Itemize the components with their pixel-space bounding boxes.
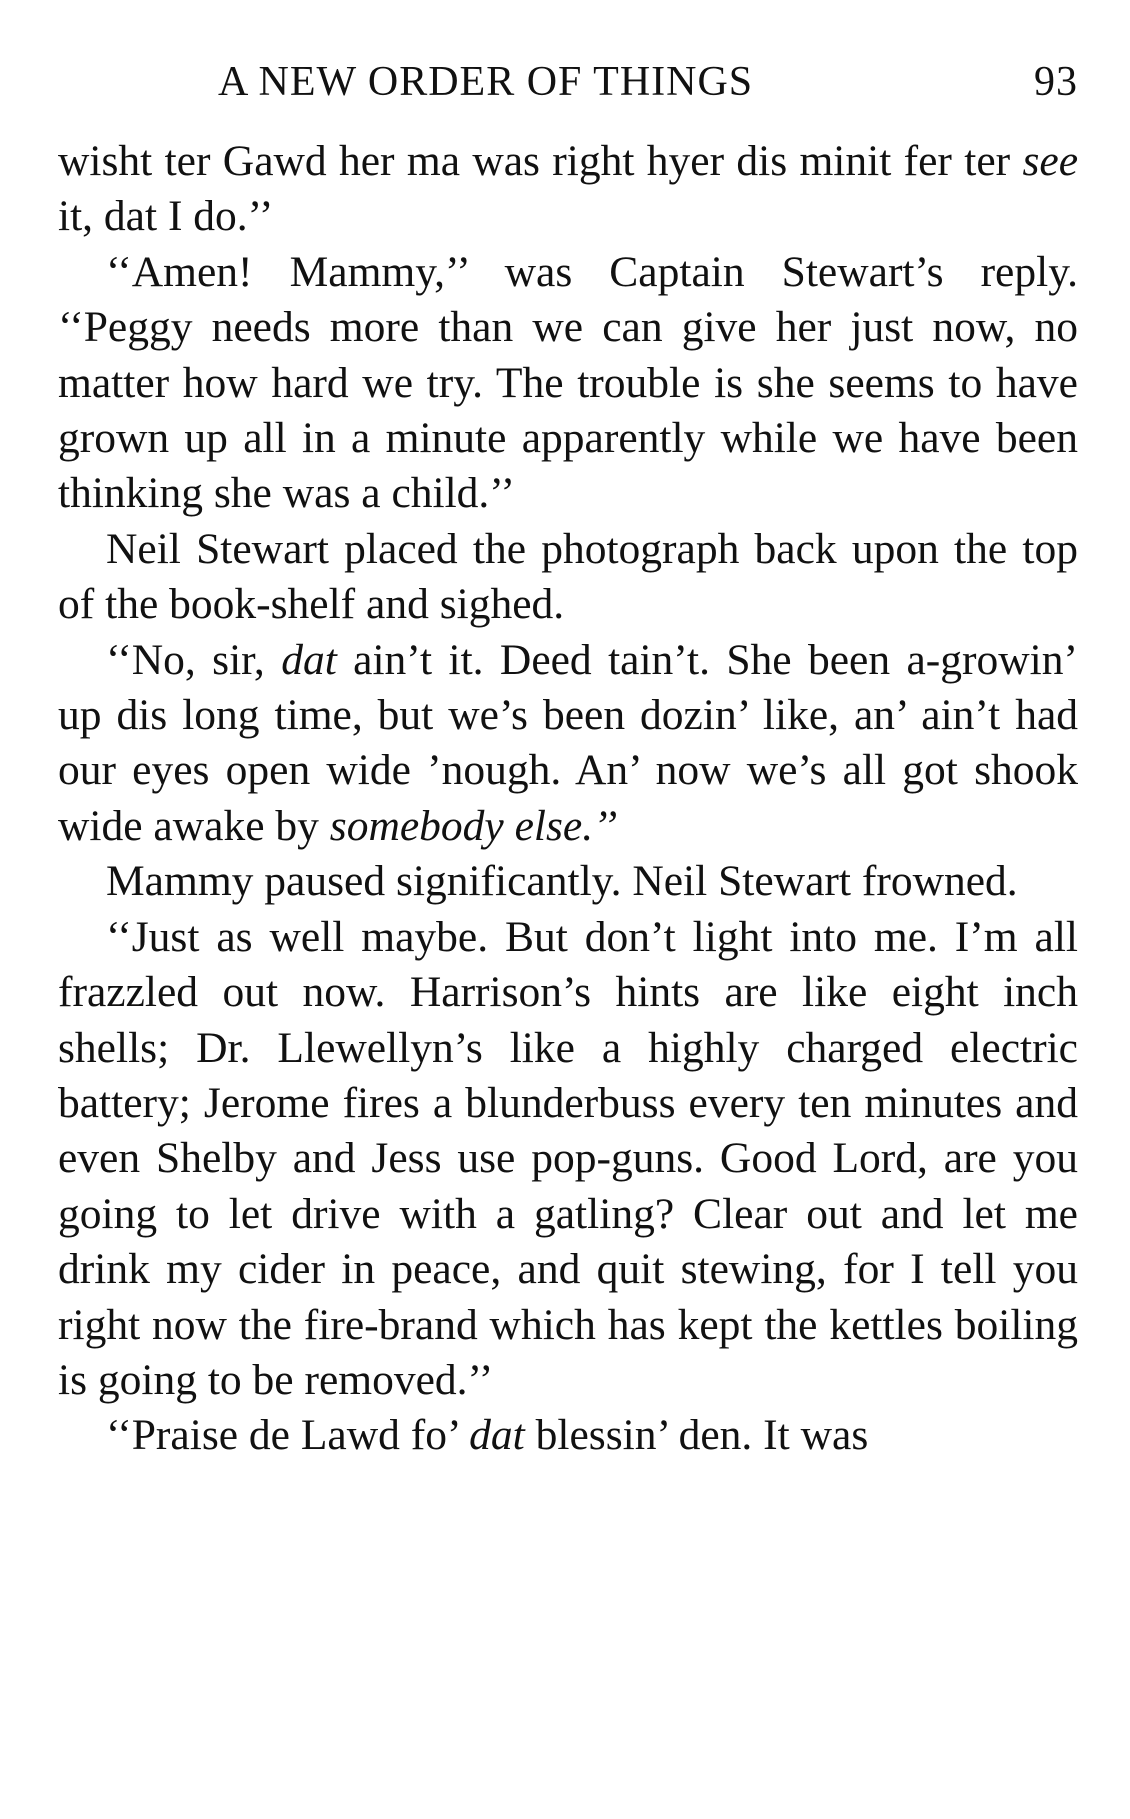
text-run: blessin’ den. It was	[524, 1411, 869, 1460]
paragraph	[58, 245, 1078, 522]
italic-run: see	[1022, 137, 1078, 185]
paragraph	[58, 1408, 1078, 1463]
paragraph	[58, 633, 1078, 855]
text-run: ‘‘Just as well maybe. But don’t light into me. I’m all frazzled out now. Harrison’s hints are like eight inch shells; Dr. Llewellyn’s like a highly charged electric battery; Jerome fires a blunderbuss every ten minutes and even Shelby and Jess use pop-guns. Good Lord, are you going to let drive with a gatling? Clear out and let me drink my cider in peace, and quit stewing, for I tell you right now the fire-brand which has kept the kettles boiling is going to be removed.’’	[58, 912, 1078, 1404]
paragraph	[58, 522, 1078, 633]
text-run: ain’t it. Deed tain’t. She been a-growin’ up dis long time, but we’s been dozin’ like, an’ ain’t had our eyes open wide ’nough. An’ now we’s all got shook wide awake by	[58, 635, 1078, 850]
italic-run: dat	[281, 635, 337, 684]
book-page	[58, 52, 1078, 1464]
text-run: Neil Stewart placed the photograph back upon the top of the book-shelf and sighed.	[58, 524, 1078, 629]
running-head-title: A NEW ORDER OF THINGS	[218, 59, 754, 105]
body-text	[58, 134, 1078, 1464]
text-run: it, dat I do.’’	[58, 192, 274, 241]
text-run: wisht ter Gawd her ma was right hyer dis minit fer ter	[58, 137, 1023, 185]
italic-run: dat	[469, 1411, 525, 1460]
text-run: ‘‘Amen! Mammy,’’ was Captain Stewart’s reply. ‘‘Peggy needs more than we can give her just now, no matter how hard we try. The trouble is she seems to have grown up all in a minute apparently while we have been thinking she was a child.’’	[58, 247, 1078, 518]
text-run: ‘‘Praise de Lawd fo’	[106, 1411, 470, 1460]
paragraph	[58, 134, 1078, 245]
text-run: Mammy paused significantly. Neil Stewart frowned.	[106, 857, 1018, 906]
paragraph	[58, 910, 1078, 1409]
text-run: ‘‘No, sir,	[106, 635, 282, 684]
page-number: 93	[1034, 59, 1078, 105]
paragraph	[58, 854, 1078, 909]
running-head	[58, 52, 1078, 112]
italic-run: somebody else.’’	[329, 801, 618, 850]
